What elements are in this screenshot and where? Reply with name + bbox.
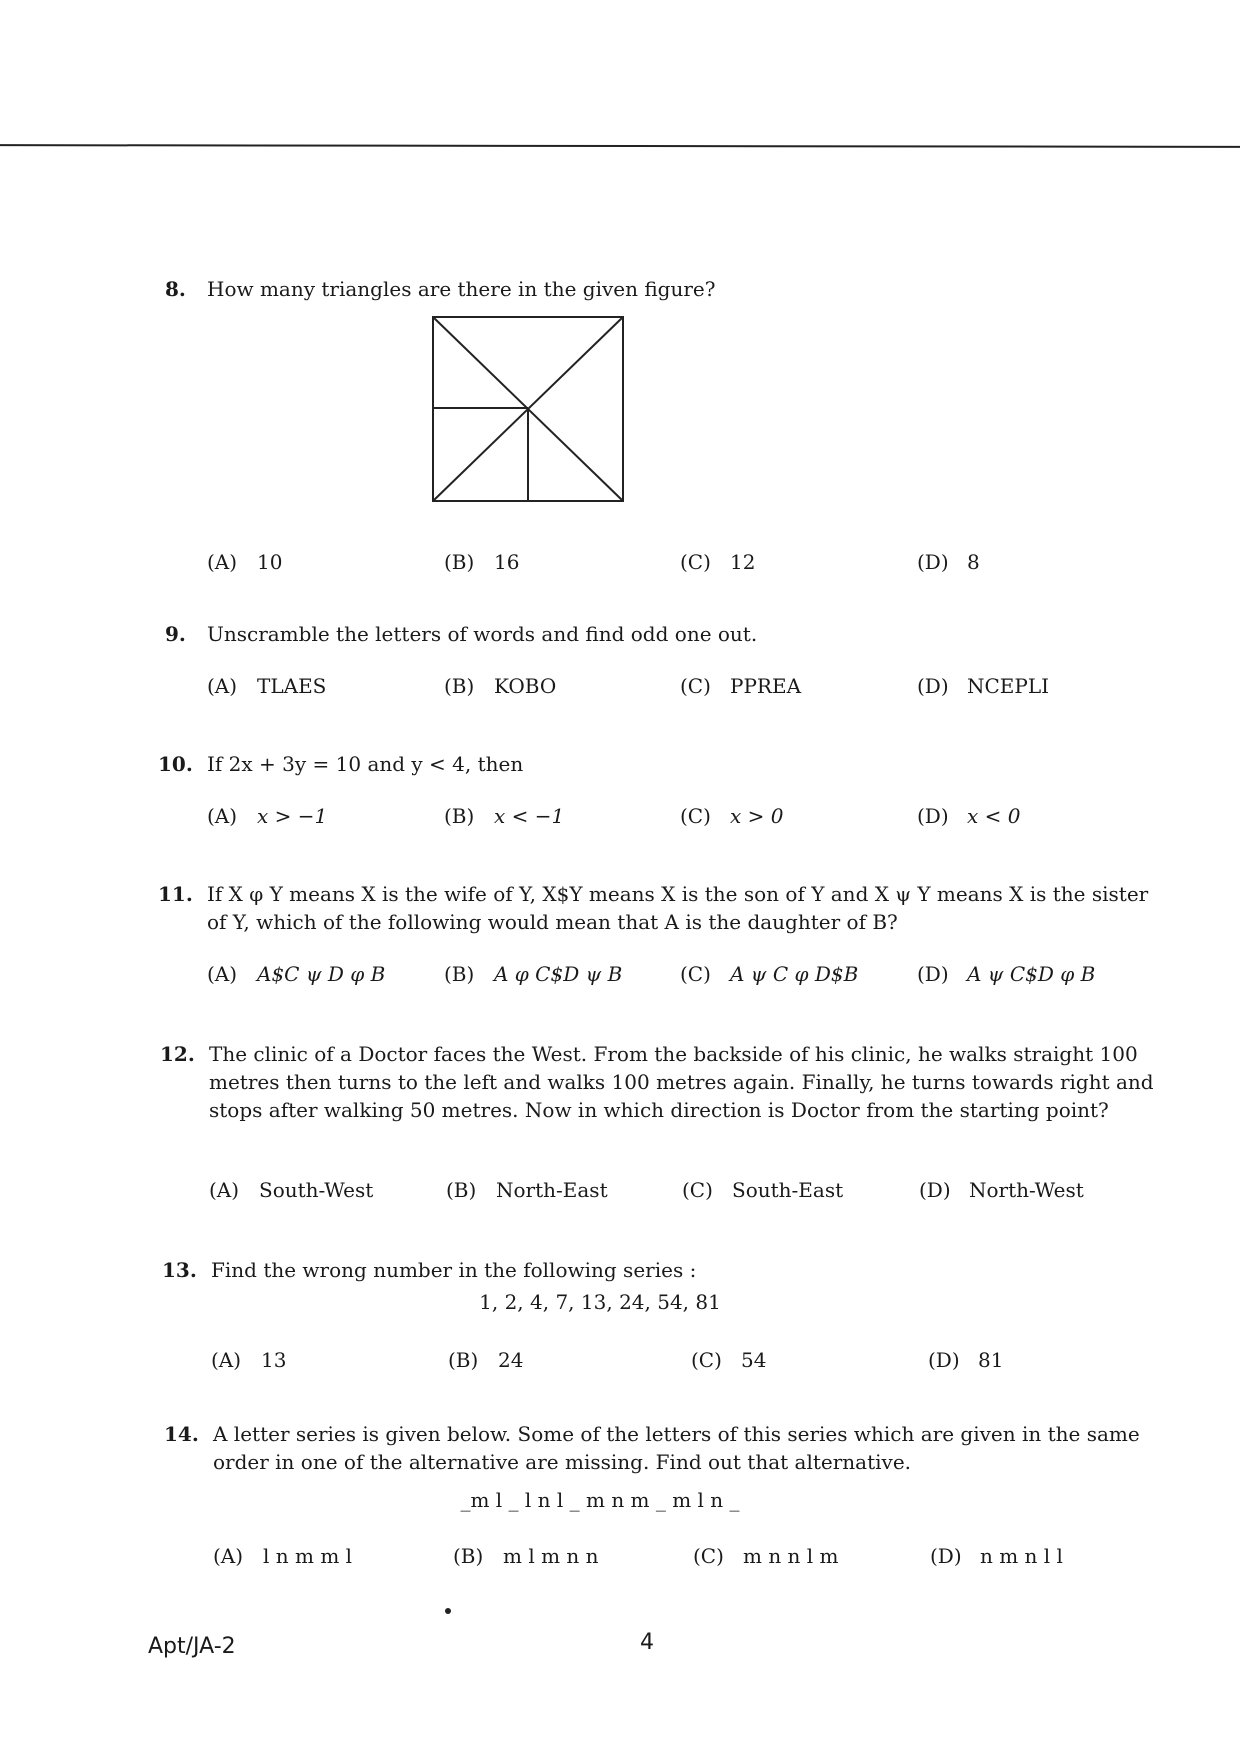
question-number: 13. — [162, 1258, 197, 1282]
option-a[interactable]: (A) l n m m l — [213, 1544, 353, 1568]
question-text: If 2x + 3y = 10 and y < 4, then — [207, 752, 524, 776]
option-a[interactable]: (A) 10 — [207, 550, 283, 574]
option-a[interactable]: (A) South-West — [209, 1178, 374, 1202]
question-number: 10. — [158, 752, 193, 776]
option-c[interactable]: (C) A ψ C φ D$B — [680, 962, 859, 986]
question-10 — [158, 750, 1168, 840]
question-number: 11. — [158, 882, 193, 906]
option-b[interactable]: (B) KOBO — [444, 674, 557, 698]
option-b[interactable]: (B) 24 — [448, 1348, 524, 1372]
paper-code: Apt/JA-2 — [148, 1634, 236, 1659]
option-c[interactable]: (C) 54 — [691, 1348, 767, 1372]
option-c[interactable]: (C) South-East — [682, 1178, 844, 1202]
option-b[interactable]: (B) North-East — [446, 1178, 608, 1202]
option-c[interactable]: (C) PPREA — [680, 674, 802, 698]
option-d[interactable]: (D) n m n l l — [930, 1544, 1063, 1568]
page-number: 4 — [640, 1630, 654, 1655]
letter-series: _m l _ l n l _ m n m _ m l n _ — [460, 1488, 740, 1512]
option-d[interactable]: (D) 81 — [928, 1348, 1004, 1372]
triangle-figure — [432, 316, 624, 502]
number-series: 1, 2, 4, 7, 13, 24, 54, 81 — [479, 1290, 721, 1314]
option-d[interactable]: (D) NCEPLI — [917, 674, 1050, 698]
stray-dot — [445, 1608, 451, 1614]
option-b[interactable]: (B) m l m n n — [453, 1544, 599, 1568]
header-rule — [0, 144, 1240, 148]
option-a[interactable]: (A) A$C ψ D φ B — [207, 962, 386, 986]
question-text: If X φ Y means X is the wife of Y, X$Y means X is the son of Y and X ψ Y means X is the sister of Y, which of the following would mean that A is the daughter of B? — [207, 882, 1149, 934]
option-a[interactable]: (A) TLAES — [207, 674, 327, 698]
option-d[interactable]: (D) North-West — [919, 1178, 1084, 1202]
option-d[interactable]: (D) A ψ C$D φ B — [917, 962, 1096, 986]
option-a[interactable]: (A) x > −1 — [207, 804, 328, 828]
question-text: Unscramble the letters of words and find odd one out. — [207, 622, 758, 646]
question-text: The clinic of a Doctor faces the West. From the backside of his clinic, he walks straight 100 metres then turns to the left and walks 100 metres again. Finally, he turns towards right and stops after walking 50 metres. Now in which direction is Doctor from the starting point? — [209, 1042, 1154, 1122]
option-c[interactable]: (C) x > 0 — [680, 804, 784, 828]
option-d[interactable]: (D) x < 0 — [917, 804, 1021, 828]
question-number: 8. — [165, 277, 186, 301]
option-c[interactable]: (C) m n n l m — [693, 1544, 839, 1568]
question-number: 9. — [165, 622, 186, 646]
question-11 — [158, 880, 1168, 1000]
question-12 — [160, 1040, 1170, 1210]
option-b[interactable]: (B) A φ C$D ψ B — [444, 962, 623, 986]
option-b[interactable]: (B) 16 — [444, 550, 520, 574]
question-number: 12. — [160, 1042, 195, 1066]
question-text: A letter series is given below. Some of the letters of this series which are given in the same order in one of the alternative are missing. Find out that alternative. — [213, 1422, 1140, 1474]
option-b[interactable]: (B) x < −1 — [444, 804, 565, 828]
question-text: How many triangles are there in the given figure? — [207, 277, 716, 301]
option-a[interactable]: (A) 13 — [211, 1348, 287, 1372]
question-text: Find the wrong number in the following series : — [211, 1258, 697, 1282]
option-c[interactable]: (C) 12 — [680, 550, 756, 574]
question-number: 14. — [164, 1422, 199, 1446]
question-9 — [165, 620, 1165, 710]
option-d[interactable]: (D) 8 — [917, 550, 980, 574]
